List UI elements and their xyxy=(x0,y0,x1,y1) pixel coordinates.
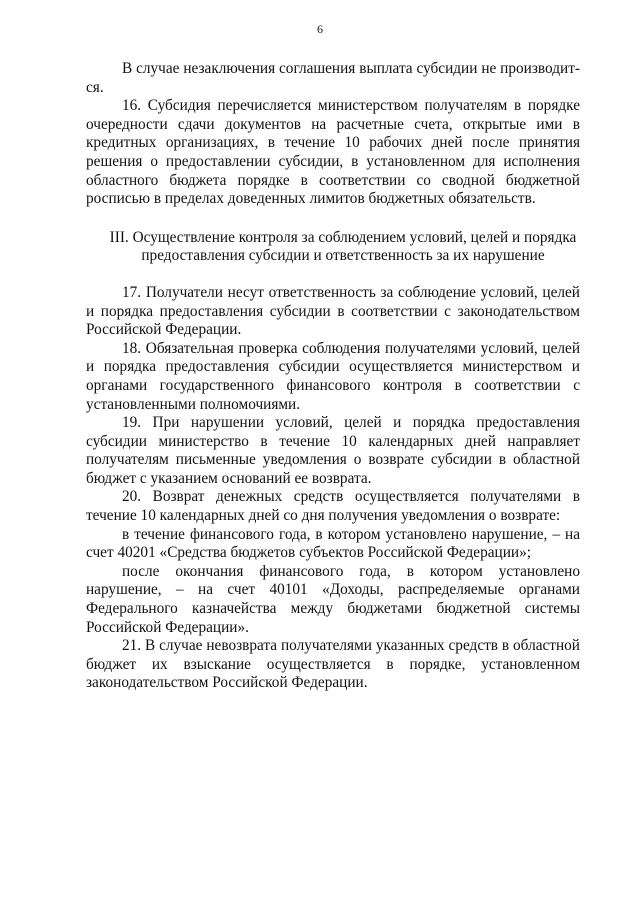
paragraph-20-item-2: после окончания финансового года, в котором установлено нарушение, – на счет 40101 «Доходы, распределяемые органами Федерального казначейства между бюджетами бюджетной системы Российской Федерации». xyxy=(86,562,580,636)
paragraph-no-agreement: В случае незаключения соглашения выплата субсидии не производится. xyxy=(86,60,580,96)
section-heading-line-2: предоставления субсидии и ответственность за их нарушение xyxy=(141,247,545,265)
paragraph-17: 17. Получатели несут ответственность за соблюдение условий, целей и порядка предоставления субсидии в соответствии с законодательством Российской Федерации. xyxy=(86,283,580,339)
page-number: 6 xyxy=(317,22,323,36)
paragraph-16: 16. Субсидия перечисляется министерством получателям в порядке очередности сдачи документов на расчетные счета, открытые ими в кредитных организациях, в течение 10 рабочих дней после принятия решения о предоставлении субсидии, в установленном для исполнения областного бюджета порядке в соответствии со сводной бюджетной росписью в пределах доведенных лимитов бюджетных обязательств. xyxy=(86,97,580,208)
paragraph-21: 21. В случае невозврата получателями указанных средств в областной бюджет их взыскание осуществляется в порядке, установленном законодательством Российской Федерации. xyxy=(86,637,580,692)
paragraph-20: 20. Возврат денежных средств осуществляется получателями в течение 10 календарных дней со дня получения уведомления о возврате: xyxy=(86,488,580,525)
section-heading xyxy=(86,229,580,266)
section-heading-line-1: III. Осуществление контроля за соблюдением условий, целей и порядка xyxy=(109,228,577,246)
paragraph-18: 18. Обязательная проверка соблюдения получателями условий, целей и порядка предоставления субсидии осуществляется министерством и органами государственного финансового контроля в соответствии с установленными полномочиями. xyxy=(86,339,580,413)
paragraph-19: 19. При нарушении условий, целей и порядка предоставления субсидии министерство в течение 10 календарных дней направляет получателям письменные уведомления о возврате субсидии в областной бюджет с указанием оснований ее возврата. xyxy=(86,414,580,487)
paragraph-20-item-1: в течение финансового года, в котором установлено нарушение, – на счет 40201 «Средства бюджетов субъектов Российской Федерации»; xyxy=(86,525,580,562)
document-body xyxy=(86,60,580,693)
